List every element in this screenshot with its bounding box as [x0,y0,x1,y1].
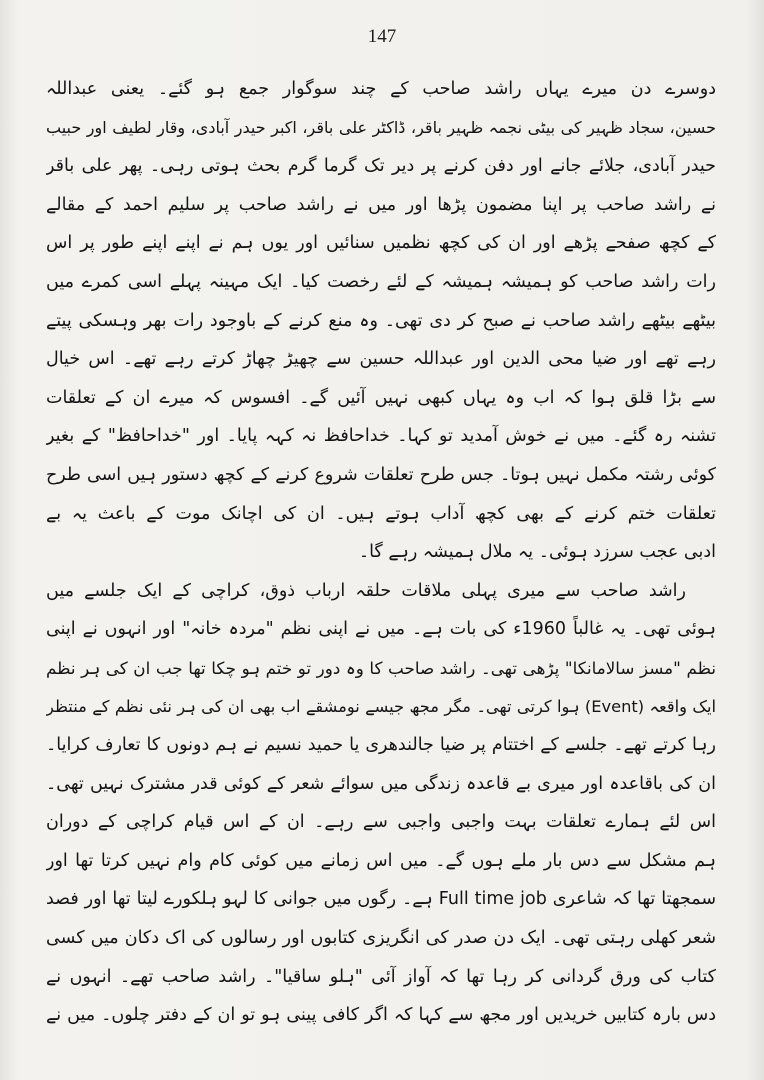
text-line: کوئی رشتہ مکمل نہیں ہوتا۔ جس طرح تعلقات شروع کرنے کے کچھ دستور ہیں اسی طرح [46,464,716,485]
text-line: کے کچھ صفحے پڑھے اور ان کی کچھ نظمیں سنائیں اور یوں ہم نے اپنے اپنے طور پر اس [46,233,716,254]
text-line: سمجھتا تھا کہ شاعری Full time job ہے۔ رگوں میں جوانی کا لہو ہلکورے لیتا تھا اور فصد [46,889,716,910]
text-line: نے راشد صاحب پر اپنا مضمون پڑھا اور میں نے راشد صاحب پر سلیم احمد کے مقالے [46,194,716,215]
text-line: ادبی عجب سرزد ہوئی۔ یہ ملال ہمیشہ رہے گا۔ [358,542,716,563]
text-line: ہم مشکل سے دس بار ملے ہوں گے۔ میں اس زمانے میں کوئی کام وام نہیں کرتا تھا اور [46,850,716,871]
text-line: دوسرے دن میرے یہاں راشد صاحب کے چند سوگوار جمع ہو گئے۔ یعنی عبداللہ [46,79,716,99]
text-line: بیٹھے بیٹھے راشد صاحب نے صبح کر دی تھی۔ وہ منع کرنے کے باوجود رات بھر وہسکی پیتے [46,310,716,331]
text-line: نظم "مسز سالامانکا" پڑھی تھی۔ راشد صاحب کا وہ دور تو ختم ہو چکا تھا جب ان کی ہر نظم [46,657,716,678]
text-line: رات راشد صاحب کو ہمیشہ ہمیشہ کے لئے رخصت کیا۔ ایک مہینہ پہلے اسی کمرے میں [46,271,716,292]
text-line: شعر کھلی رہتی تھی۔ ایک دن صدر کی انگریزی کتابوں اور رسالوں کی اک دکان میں کسی [46,928,716,949]
text-line: سے بڑا قلق ہوا کہ اب وہ یہاں کبھی نہیں آئیں گے۔ افسوس کہ میرے ان کے تعلقات [46,387,716,408]
text-line: ہوئی تھی۔ یہ غالباً 1960ء کی بات ہے۔ میں نے اپنی نظم "مردہ خانہ" اور انہوں نے اپنی [46,619,716,640]
text-line: رہے تھے اور ضیا محی الدین اور عبداللہ حسین سے چھیڑ چھاڑ کرتے رہے تھے۔ اس خیال [46,349,716,370]
page-number: 147 [367,26,397,47]
text-line: کتاب کی ورق گردانی کر رہا تھا کہ آواز آئی "ہلو ساقیا"۔ راشد صاحب تھے۔ انہوں نے [46,966,716,987]
text-line: تعلقات ختم کرنے کے بھی کچھ آداب ہوتے ہیں۔ ان کی اچانک موت کے باعث یہ بے [46,503,716,524]
text-line: حسین، سجاد ظہیر کی بیٹی نجمہ ظہیر باقر، ڈاکٹر علی باقر، اکبر حیدر آبادی، وقار لطیف اور حبیب [46,117,716,137]
text-line: حیدر آبادی، جلائے جانے اور دفن کرنے پر دیر تک گرما گرم بحث ہوتی رہی۔ پھر علی باقر [46,156,716,177]
text-line: تشنہ رہ گئے۔ میں نے خوش آمدید تو کہا۔ خداحافظ نہ کہہ پایا۔ اور "خداحافظ" کے بغیر [46,426,716,447]
text-line: ان کی باقاعدہ اور میری بے قاعدہ زندگی میں سوائے شعر کے کوئی قدر مشترک نہیں تھی۔ [46,773,716,794]
text-line: رہا کرتے تھے۔ جلسے کے اختتام پر ضیا جالندھری یا حمید نسیم نے ہم دونوں کا تعارف کرایا۔ [46,735,716,756]
body-text [46,70,716,1035]
text-line: راشد صاحب سے میری پہلی ملاقات حلقہ ارباب ذوق، کراچی کے ایک جلسے میں [46,580,686,601]
text-line: ایک واقعہ (Event) ہوا کرتی تھی۔ مگر مجھ جیسے نومشقے اب بھی ان کی ہر نئی نظم کے منتظر [46,696,716,716]
text-line: اس لئے ہمارے تعلقات بہت واجبی واجبی سے رہے۔ ان کے اس قیام کراچی کے دوران [46,812,716,833]
text-line: دس بارہ کتابیں خریدیں اور مجھ سے کہا کہ اگر کافی پینی ہو تو ان کے دفتر چلوں۔ میں نے [46,1005,716,1026]
